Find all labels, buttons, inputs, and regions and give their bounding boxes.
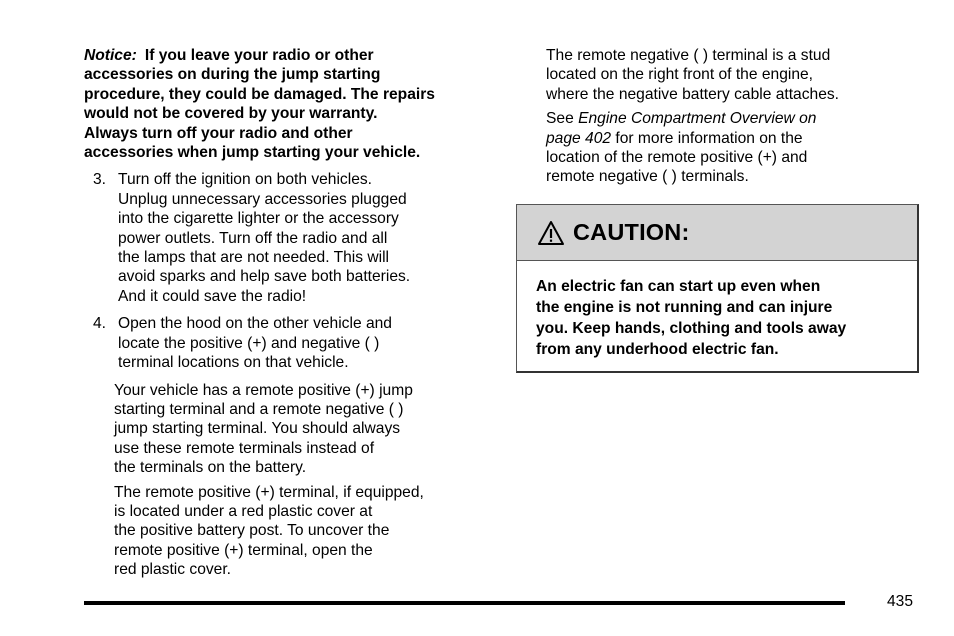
paragraph-line: Your vehicle has a remote positive (+) jump bbox=[114, 381, 413, 399]
paragraph-line: The remote negative ( ) terminal is a stud bbox=[546, 47, 831, 64]
paragraph-line: The remote positive (+) terminal, if equipped, bbox=[114, 483, 424, 501]
paragraph-line: starting terminal and a remote negative ( ) bbox=[114, 400, 404, 418]
step-line: the lamps that are not needed. This will bbox=[118, 249, 390, 267]
notice-block bbox=[84, 46, 494, 162]
notice-line-3: procedure, they could be damaged. The repairs bbox=[84, 85, 435, 103]
caution-text bbox=[517, 261, 917, 360]
caution-box bbox=[516, 204, 919, 373]
paragraph-line: located on the right front of the engine, bbox=[546, 66, 814, 84]
warning-triangle-icon bbox=[537, 220, 565, 246]
right-column bbox=[546, 46, 918, 192]
notice-line-6: accessories when jump starting your vehicle. bbox=[84, 144, 421, 162]
step-line: avoid sparks and help save both batteries. bbox=[118, 268, 411, 286]
paragraph-line: is located under a red plastic cover at bbox=[114, 502, 373, 520]
paragraph-line: the terminals on the battery. bbox=[114, 459, 307, 477]
notice-label: Notice: bbox=[84, 47, 137, 64]
step-line: Open the hood on the other vehicle and bbox=[118, 315, 392, 333]
step-line: And it could save the radio! bbox=[118, 287, 307, 305]
step-3 bbox=[84, 170, 494, 306]
paragraph-line: remote negative ( ) terminals. bbox=[546, 168, 749, 186]
paragraph-line: jump starting terminal. You should always bbox=[114, 420, 401, 438]
step-line: into the cigarette lighter or the accessory bbox=[118, 210, 399, 228]
paragraph-line: red plastic cover. bbox=[114, 561, 232, 579]
remote-terminals-paragraph bbox=[114, 381, 494, 478]
notice-line-4: would not be covered by your warranty. bbox=[84, 105, 378, 123]
remote-negative-paragraph bbox=[546, 46, 918, 104]
notice-line-2: accessories on during the jump starting bbox=[84, 66, 381, 84]
see-reference-paragraph bbox=[546, 109, 918, 187]
paragraph-line: page 402 for more information on the bbox=[546, 129, 803, 147]
caution-title: CAUTION: bbox=[573, 219, 690, 245]
cross-reference-page: page 402 bbox=[546, 129, 612, 147]
left-column bbox=[84, 46, 494, 585]
step-line: locate the positive (+) and negative ( ) bbox=[118, 334, 380, 352]
paragraph-line: use these remote terminals instead of bbox=[114, 439, 375, 457]
step-4 bbox=[84, 314, 494, 372]
caution-line: the engine is not running and can injure bbox=[536, 299, 833, 316]
page-number: 435 bbox=[887, 593, 914, 610]
step-line: terminal locations on that vehicle. bbox=[118, 354, 349, 372]
cross-reference: Engine Compartment Overview on bbox=[578, 110, 817, 128]
footer-rule bbox=[84, 601, 845, 605]
step-line: power outlets. Turn off the radio and all bbox=[118, 229, 388, 247]
paragraph-line: See Engine Compartment Overview on bbox=[546, 110, 817, 128]
notice-line-5: Always turn off your radio and other bbox=[84, 124, 353, 142]
step-number: 4. bbox=[93, 315, 107, 333]
caution-header bbox=[517, 205, 917, 261]
paragraph-line: where the negative battery cable attaches. bbox=[546, 85, 839, 103]
step-number: 3. bbox=[93, 171, 107, 189]
remote-positive-paragraph bbox=[114, 483, 494, 580]
step-line: Turn off the ignition on both vehicles. bbox=[118, 171, 372, 189]
paragraph-line: location of the remote positive (+) and bbox=[546, 149, 808, 167]
paragraph-line: the positive battery post. To uncover the bbox=[114, 522, 390, 540]
paragraph-line: remote positive (+) terminal, open the bbox=[114, 541, 373, 559]
caution-line: An electric fan can start up even when bbox=[536, 278, 821, 295]
caution-line: from any underhood electric fan. bbox=[536, 341, 779, 358]
step-line: Unplug unnecessary accessories plugged bbox=[118, 190, 407, 208]
notice-line-1: Notice: If you leave your radio or other bbox=[84, 47, 374, 64]
caution-line: you. Keep hands, clothing and tools away bbox=[536, 320, 847, 337]
